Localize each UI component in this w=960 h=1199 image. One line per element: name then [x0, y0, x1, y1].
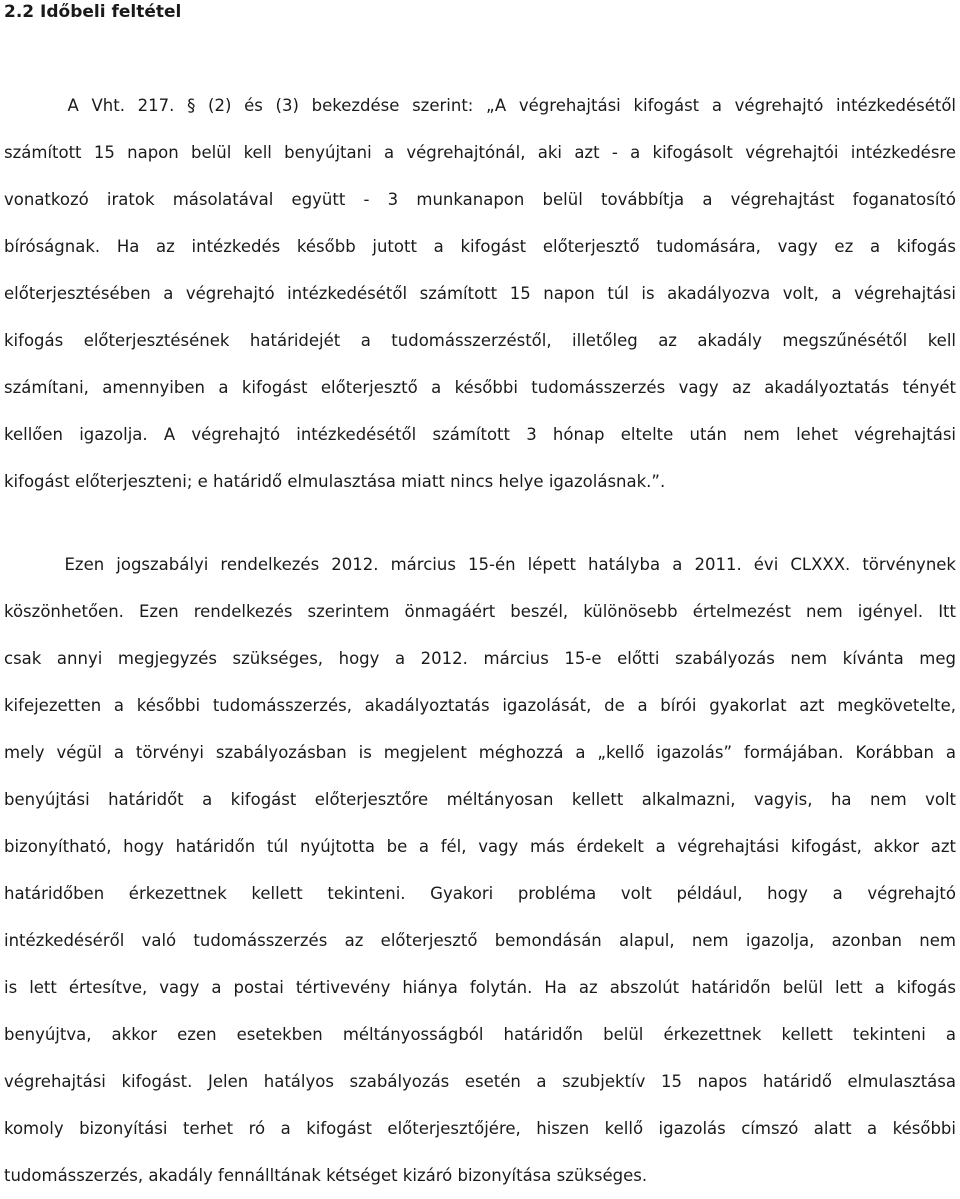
text-line: tudomásszerzés, akadály fennálltának kétséget kizáró bizonyítása szükséges.: [4, 1166, 648, 1185]
text-line: kifejezetten a későbbi tudomásszerzés, akadályoztatás igazolását, de a bírói gyakorlat azt megkövetelte,: [4, 696, 956, 715]
text-line: kellően igazolja. A végrehajtó intézkedésétől számított 3 hónap eltelte után nem lehet végrehajtási: [4, 425, 956, 444]
section-heading: 2.2 Időbeli feltétel: [4, 2, 182, 22]
text-line: kifogást előterjeszteni; e határidő elmulasztása miatt nincs helye igazolásnak.”.: [4, 472, 666, 491]
text-line: vonatkozó iratok másolatával együtt - 3 munkanapon belül továbbítja a végrehajtást foganatosító: [4, 190, 956, 209]
text-line: számított 15 napon belül kell benyújtani a végrehajtónál, aki azt - a kifogásolt végrehajtói intézkedésre: [4, 143, 956, 162]
text-line: benyújtási határidőt a kifogást előterjesztőre méltányosan kellett alkalmazni, vagyis, ha nem volt: [4, 790, 956, 809]
text-line: előterjesztésében a végrehajtó intézkedésétől számított 15 napon túl is akadályozva volt, a végrehajtási: [4, 284, 956, 303]
text-line: mely végül a törvényi szabályozásban is megjelent méghozzá a „kellő igazolás” formájában. Korábban a: [4, 743, 956, 762]
text-line: köszönhetően. Ezen rendelkezés szerintem önmagáért beszél, különösebb értelmezést nem igényel. Itt: [4, 602, 956, 621]
paragraph-vht-217: [4, 82, 956, 505]
text-line: intézkedéséről való tudomásszerzés az előterjesztő bemondásán alapul, nem igazolja, azonban nem: [4, 931, 956, 950]
text-line: A Vht. 217. § (2) és (3) bekezdése szerint: „A végrehajtási kifogást a végrehajtó intézkedésétől: [4, 96, 956, 115]
text-line: Ezen jogszabályi rendelkezés 2012. március 15-én lépett hatályba a 2011. évi CLXXX. törvénynek: [4, 555, 956, 574]
text-line: csak annyi megjegyzés szükséges, hogy a 2012. március 15-e előtti szabályozás nem kívánta meg: [4, 649, 956, 668]
text-line: határidőben érkezettnek kellett tekinteni. Gyakori probléma volt például, hogy a végrehajtó: [4, 884, 956, 903]
paragraph-commentary: [4, 541, 956, 1199]
text-line: bíróságnak. Ha az intézkedés később jutott a kifogást előterjesztő tudomására, vagy ez a kifogás: [4, 237, 956, 256]
text-line: komoly bizonyítási terhet ró a kifogást előterjesztőjére, hiszen kellő igazolás címszó alatt a későbbi: [4, 1119, 956, 1138]
text-line: végrehajtási kifogást. Jelen hatályos szabályozás esetén a szubjektív 15 napos határidő elmulasztása: [4, 1072, 956, 1091]
text-line: számítani, amennyiben a kifogást előterjesztő a későbbi tudomásszerzés vagy az akadályoztatás tényét: [4, 378, 956, 397]
text-line: is lett értesítve, vagy a postai tértivevény hiánya folytán. Ha az abszolút határidőn belül lett a kifogás: [4, 978, 956, 997]
text-line: benyújtva, akkor ezen esetekben méltányosságból határidőn belül érkezettnek kellett tekinteni a: [4, 1025, 956, 1044]
text-line: kifogás előterjesztésének határidejét a tudomásszerzéstől, illetőleg az akadály megszűnésétől kell: [4, 331, 956, 350]
text-line: bizonyítható, hogy határidőn túl nyújtotta be a fél, vagy más érdekelt a végrehajtási kifogást, akkor azt: [4, 837, 956, 856]
